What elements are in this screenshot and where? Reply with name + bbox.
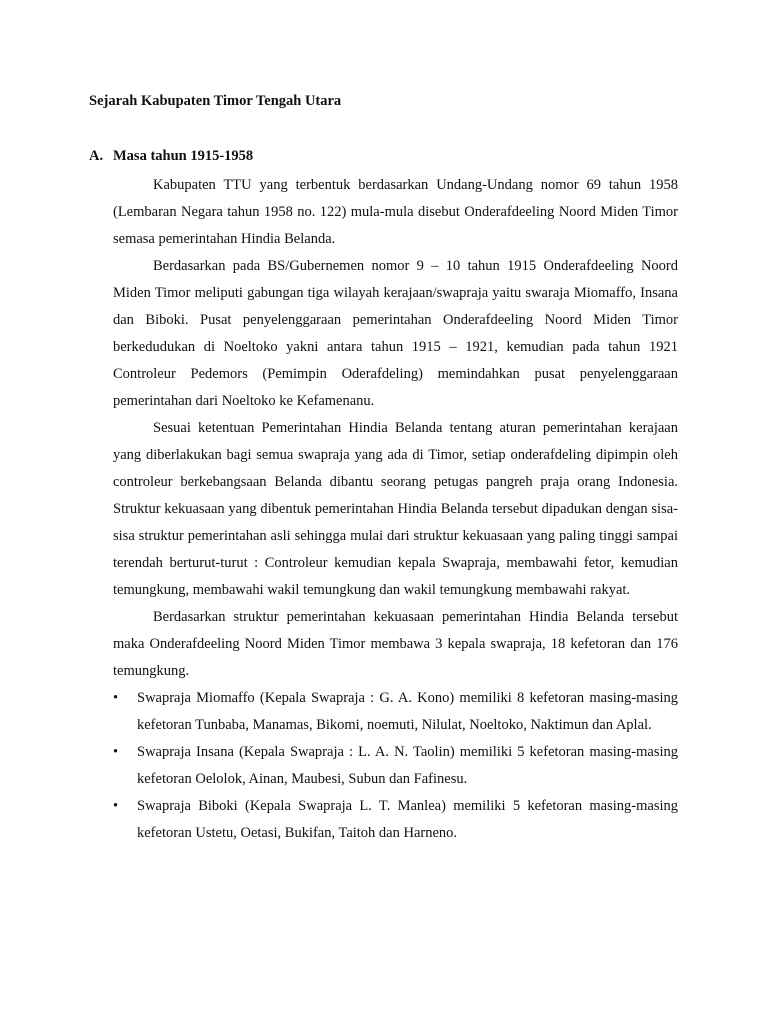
list-item-text: Swapraja Insana (Kepala Swapraja : L. A. N. Taolin) memiliki 5 kefetoran masing-masing kefetoran Oelolok, Ainan, Maubesi, Subun dan Fafinesu. (137, 744, 678, 787)
list-item (113, 739, 678, 793)
section-letter: A. (89, 148, 104, 164)
bullet-icon: • (113, 744, 119, 760)
document-title: Sejarah Kabupaten Timor Tengah Utara (89, 93, 342, 109)
paragraph: Kabupaten TTU yang terbentuk berdasarkan Undang-Undang nomor 69 tahun 1958 (Lembaran Negara tahun 1958 no. 122) mula-mula disebut Onderafdeeling Noord Miden Timor semasa pemerintahan Hindia Belanda. (113, 177, 678, 247)
list-item-text: Swapraja Miomaffo (Kepala Swapraja : G. A. Kono) memiliki 8 kefetoran masing-masing kefetoran Tunbaba, Manamas, Bikomi, noemuti, Nilulat, Noeltoko, Naktimun dan Aplal. (137, 690, 678, 733)
bullet-icon: • (113, 690, 119, 706)
section-heading (89, 148, 253, 165)
section-heading-text: Masa tahun 1915-1958 (113, 148, 254, 164)
document-body (113, 172, 678, 847)
paragraph: Berdasarkan struktur pemerintahan kekuasaan pemerintahan Hindia Belanda tersebut maka Onderafdeeling Noord Miden Timor membawa 3 kepala swapraja, 18 kefetoran dan 176 temungkung. (113, 609, 678, 679)
bullet-icon: • (113, 798, 119, 814)
list-item (113, 685, 678, 739)
list-item-text: Swapraja Biboki (Kepala Swapraja L. T. Manlea) memiliki 5 kefetoran masing-masing kefetoran Ustetu, Oetasi, Bukifan, Taitoh dan Harneno. (137, 798, 678, 841)
list-item (113, 793, 678, 847)
paragraph: Sesuai ketentuan Pemerintahan Hindia Belanda tentang aturan pemerintahan kerajaan yang diberlakukan bagi semua swapraja yang ada di Timor, setiap onderafdeling dipimpin oleh controleur berkebangsaan Belanda dibantu seorang petugas pangreh praja orang Indonesia. Struktur kekuasaan yang dibentuk pemerintahan Hindia Belanda tersebut dipadukan dengan sisa-sisa struktur pemerintahan asli sehingga mulai dari struktur kekuasaan yang paling tinggi sampai terendah berturut-turut : Controleur kemudian kepala Swapraja, membawahi fetor, kemudian temungkung, membawahi wakil temungkung dan wakil temungkung membawahi rakyat. (113, 420, 678, 598)
paragraph: Berdasarkan pada BS/Gubernemen nomor 9 – 10 tahun 1915 Onderafdeeling Noord Miden Timor meliputi gabungan tiga wilayah kerajaan/swapraja yaitu swaraja Miomaffo, Insana dan Biboki. Pusat penyelenggaraan pemerintahan Onderafdeeling Noord Miden Timor berkedudukan di Noeltoko yakni antara tahun 1915 – 1921, kemudian pada tahun 1921 Controleur Pedemors (Pemimpin Oderafdeling) memindahkan pusat penyelenggaraan pemerintahan dari Noeltoko ke Kefamenanu. (113, 258, 678, 409)
swapraja-list (113, 685, 678, 847)
